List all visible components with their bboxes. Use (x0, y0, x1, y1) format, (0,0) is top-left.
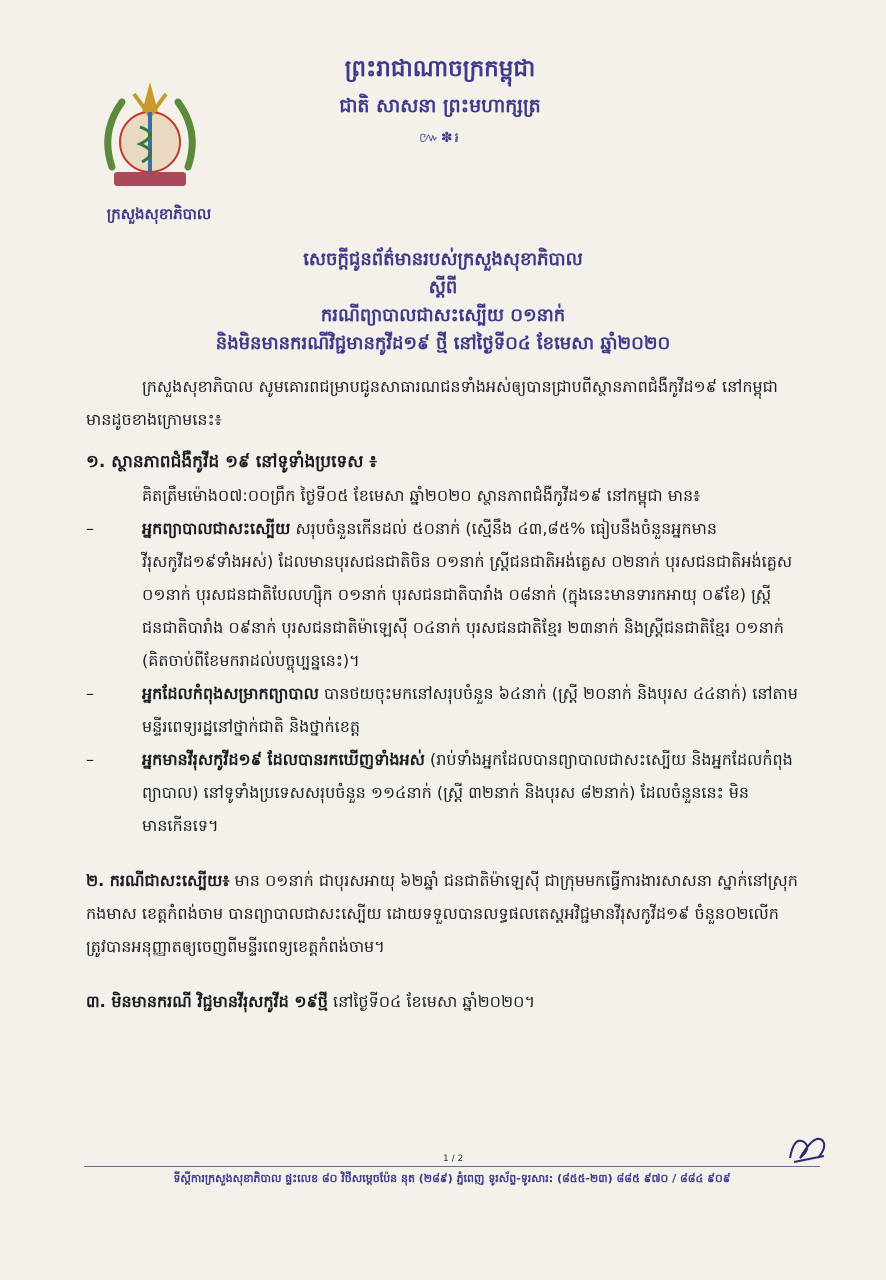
document-body (86, 370, 798, 1018)
intro-paragraph: ក្រសួងសុខាភិបាល សូមគោរពជម្រាបជូនសាធារណជនទាំងអស់ឲ្យបានជ្រាបពីស្ថានភាពជំងឺកូវីដ១៩ នៅកម្ពុជា មានដូចខាងក្រោមនេះ៖ (86, 377, 778, 429)
section-3-heading: ៣. មិនមានករណី វិជ្ជមានវីរុសកូវីដ ១៩ថ្មី (86, 992, 328, 1011)
signature-mark-icon (784, 1128, 830, 1168)
document-title (120, 246, 766, 358)
footer-divider (84, 1166, 820, 1167)
bullet-text: បានថយចុះមកនៅសរុបចំនួន ៦៤នាក់ (ស្ត្រី ២០នាក់ និងបុរស ៤៤នាក់) នៅតាមមន្ទីរពេទ្យរដ្ឋនៅថ្នាក់ជាតិ និងថ្នាក់ខេត្ត (142, 684, 798, 736)
bullet-dash: – (86, 750, 94, 769)
title-line-2: ស្តីពី (428, 277, 458, 298)
bullet-label: អ្នកដែលកំពុងសម្រាកព្យាបាល (142, 684, 319, 703)
title-line-1: សេចក្តីជូនព័ត៌មានរបស់ក្រសួងសុខាភិបាល (303, 249, 583, 270)
national-motto: ជាតិ សាសនា ព្រះមហាក្សត្រ (339, 95, 541, 117)
list-item (86, 512, 798, 677)
bullet-dash: – (86, 519, 94, 538)
bullet-label: អ្នកព្យាបាលជាសះស្បើយ (142, 519, 291, 538)
section-1-heading: ១. ស្ថានភាពជំងឺកូវីដ ១៩ នៅទូទាំងប្រទេស ៖ (86, 452, 377, 472)
footer-address: ទីស្តីការក្រសួងសុខាភិបាល ផ្ទះលេខ ៨០ វិថីសម្តេចប៉ែន នុត (២៨៩) ភ្នំពេញ ទូរស័ព្ទ-ទូរសារ: (៨៥៥-២៣) ៨៨៥ ៩៧០ / ៨៨៤ ៩០៩ (173, 1172, 731, 1185)
kingdom-name: ព្រះរាជាណាចក្រកម្ពុជា (344, 56, 536, 82)
bullet-text: (រាប់ទាំងអ្នកដែលបានព្យាបាលជាសះស្បើយ និងអ្នកដែលកំពុងព្យាបាល) នៅទូទាំងប្រទេសសរុបចំនួន ១១៤នាក់ (ស្ត្រី ៣២នាក់ និងបុរស ៨២នាក់) ដែលចំនួននេះ មិនមានកើនទេ។ (142, 750, 793, 835)
list-item (86, 743, 798, 842)
list-item (86, 677, 798, 743)
bullet-dash: – (86, 684, 94, 703)
kingdom-header (290, 55, 590, 149)
ministry-emblem-icon (92, 72, 208, 200)
page-number: 1 / 2 (443, 1154, 464, 1164)
section-2-heading: ២. ករណីជាសះស្បើយ៖ (86, 871, 230, 890)
bullet-label: អ្នកមានវីរុសកូវីដ១៩ ដែលបានរកឃើញទាំងអស់ (142, 750, 425, 769)
section-3-text: នៅថ្ងៃទី០៤ ខែមេសា ឆ្នាំ២០២០។ (327, 992, 535, 1011)
title-line-3: ករណីព្យាបាលជាសះស្បើយ ០១នាក់ (320, 305, 566, 326)
section-3-paragraph (86, 985, 798, 1018)
section-2-text: មាន ០១នាក់ ជាបុរសអាយុ ៦២ឆ្នាំ ជនជាតិម៉ាឡេស៊ី ជាក្រុមមកធ្វើការងារសាសនា ស្នាក់នៅស្រុកកងមាស ខេត្តកំពង់ចាម បានព្យាបាលជាសះស្បើយ ដោយទទួលបានលទ្ធផលតេស្តអវិជ្ជមានវីរុសកូវីដ១៩ ចំនួន០២លើក ត្រូវបានអនុញ្ញាតឲ្យចេញពីមន្ទីរពេទ្យខេត្តកំពង់ចាម។ (86, 871, 798, 956)
section-1-lead: គិតត្រឹមម៉ោង០៧:០០ព្រឹក ថ្ងៃទី០៥ ខែមេសា ឆ្នាំ២០២០ ស្ថានភាពជំងឺកូវីដ១៩ នៅកម្ពុជា មាន៖ (142, 486, 701, 505)
section-2-paragraph (86, 864, 798, 963)
title-line-4: និងមិនមានករណីវិជ្ជមានកូវីដ១៩ ថ្មី នៅថ្ងៃទី០៤ ខែមេសា ឆ្នាំ២០២០ (215, 333, 671, 354)
ministry-name: ក្រសួងសុខាភិបាល (106, 205, 212, 223)
bullet-text: សរុបចំនួនកើនដល់ ៥០នាក់ (ស្មើនឹង ៤៣,៨៥% ធៀបនឹងចំនួនអ្នកមានវីរុសកូវីដ១៩ទាំងអស់) ដែលមានបុរសជនជាតិចិន ០១នាក់ ស្ត្រីជនជាតិអង់គ្លេស ០២នាក់ បុរសជនជាតិអង់គ្លេស ០១នាក់ បុរសជនជាតិបែលហ្ស៊ិក ០១នាក់ បុរសជនជាតិបារាំង ០៨នាក់ (ក្នុងនេះមានទារកអាយុ ០៩ខែ) ស្ត្រីជនជាតិបារាំង ០៩នាក់ បុរសជនជាតិម៉ាឡេស៊ី ០៤នាក់ បុរសជនជាតិខ្មែរ ២៣នាក់ និងស្ត្រីជនជាតិខ្មែរ ០១នាក់ (គិតចាប់ពីខែមករាដល់បច្ចុប្បន្ននេះ)។ (142, 519, 793, 670)
ornament-divider: ៚✽៛ (419, 130, 461, 146)
